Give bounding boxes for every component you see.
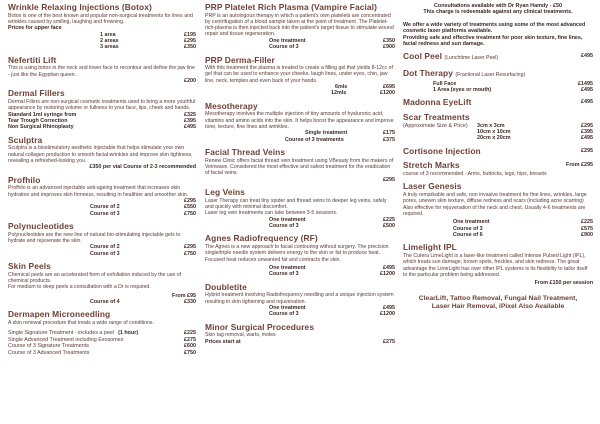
price-value: £275 — [383, 338, 395, 345]
price-label: Full Face — [433, 80, 457, 87]
lasers-intro-text: We offer a wide variety of treatments using some of the most advanced cosmetic laser platforms available. — [403, 21, 586, 35]
nefertiti-desc: This is using botox in the neck and lower face to recontour and define the jaw line - just like the Egyptian queen. — [8, 65, 195, 78]
dermapen-desc: A skin renewal procedure that treats a wide range of conditions. — [8, 320, 154, 326]
madonna-row — [403, 98, 593, 108]
dermapen-section — [8, 310, 196, 356]
dot-therapy-title-text: Dot Therapy — [403, 68, 453, 79]
agnes-title: Agnes Radiofrequency (RF) — [205, 233, 318, 244]
botox-section — [8, 3, 196, 51]
stretch-row — [403, 161, 593, 171]
polynucleotides-desc: Polynucleotides are the new line of natural bio-stimulating injectable gels to hydrate and rejuvenate the skin. — [8, 231, 181, 244]
price-value: £295 — [184, 244, 196, 251]
leg-veins-section — [205, 188, 395, 229]
price-value: £495 — [581, 87, 593, 94]
coolpeel-row — [403, 52, 593, 64]
price-value: £295 — [581, 147, 593, 154]
price-row — [8, 251, 196, 257]
price-value: £900 — [383, 44, 395, 51]
price-value: £350 — [383, 37, 395, 44]
price-value: £695 — [383, 84, 395, 91]
scar-section — [403, 113, 593, 142]
price-value: £750 — [184, 349, 196, 356]
fillers-section — [8, 89, 196, 130]
coolpeel-title-text: Cool Peel — [403, 51, 443, 62]
limelight-title: Limelight IPL — [403, 242, 457, 253]
peels-section — [8, 262, 196, 305]
price-label: 10cm x 10cm — [477, 129, 511, 136]
dot-therapy-subtitle: (Fractional Laser Resurfacing) — [455, 72, 526, 79]
price-value: £495 — [581, 135, 593, 142]
price-value: £225 — [184, 330, 196, 337]
price-value: £395 — [581, 129, 593, 136]
also-available-line-1: ClearLift, Tattoo Removal, Fungal Nail Treatment, — [418, 294, 578, 302]
leg-veins-desc-2: Laser leg vein treatments can take between 3-5 sessions. — [205, 210, 338, 217]
lasers-intro-text-2: Providing safe and effective treatment for poor skin texture, fine lines, facial redness and sun damage. — [403, 34, 583, 48]
prp-desc: PRP is an autologous therapy in which a patient's own platelets are concentrated by centrifugation of a blood sample taken at the point of treatment. The Platelet-rich-plasma is then injected back into the patient's target tissue to stimulate wound repair and tissue regeneration. — [205, 12, 394, 38]
scar-title: Scar Treatments — [403, 112, 470, 123]
veins-desc: Renew Clinic offers facial thread vein treatment using VBeauty from the makers of Veinwave. Considered the most effective and safest treatment for the eradication of facial veins. — [205, 157, 394, 177]
price-value: £495 — [581, 53, 593, 60]
scar-subtitle: (Approximate Size & Price) — [403, 122, 468, 129]
price-value: £225 — [383, 216, 395, 223]
price-label: 1 Area (eyes or mouth) — [433, 87, 492, 94]
limelight-section — [403, 243, 593, 286]
coolpeel-title — [403, 52, 498, 64]
price-label: Course of 3 Advanced Treatments — [8, 349, 90, 356]
price-label: Prices start at — [205, 338, 241, 345]
price-value: £1200 — [380, 311, 395, 318]
dot-therapy-section — [403, 69, 593, 93]
doubletite-desc: Hybrid treatment involving Radiofrequency needling and a unique injection system resulting in skin tightening and rejuvenation. — [205, 292, 394, 305]
duration-label: (1 hour) — [118, 330, 139, 337]
price-value: £295 — [184, 197, 196, 204]
column-right — [403, 3, 593, 312]
price-label: 6mls — [335, 84, 348, 91]
price-value: £550 — [184, 204, 196, 211]
doubletite-section — [205, 283, 395, 318]
price-value: £750 — [184, 210, 196, 217]
price-value: £275 — [184, 336, 196, 343]
prp-section — [205, 3, 395, 51]
price-label: One treatment — [269, 264, 306, 271]
price-label: 20cm x 20cm — [477, 135, 511, 142]
price-label: Non Surgical Rhinoplasty — [8, 124, 74, 131]
price-row — [403, 232, 593, 238]
botox-title: Wrinkle Relaxing Injections (Botox) — [8, 2, 152, 12]
price-row — [8, 211, 196, 217]
also-available-note — [403, 295, 593, 312]
price-value: £495 — [383, 304, 395, 311]
price-label: Course of 3 — [453, 225, 483, 232]
madonna-section — [403, 98, 593, 108]
nefertiti-price: £200 — [184, 78, 196, 84]
price-row — [205, 311, 395, 317]
minor-surgery-desc: Skin tag removal, warts, moles — [205, 332, 276, 339]
minor-surgery-section — [205, 323, 395, 345]
cortisone-title: Cortisone Injection — [403, 145, 481, 156]
price-label: Course of 3 treatments — [285, 136, 344, 143]
price-label: Course of 4 — [90, 299, 120, 305]
price-value: £900 — [581, 231, 593, 238]
prp-filler-title: PRP Derma-Filler — [205, 54, 275, 65]
also-available-line-2: Laser Hair Removal, iPixel Also Available — [431, 303, 565, 311]
genesis-desc: A truly remarkable and safe, non invasive treatment for fine lines, wrinkles, large pores, uneven skin texture, diffuse redness and scars (including acne scarring) — [403, 191, 587, 205]
veins-price: £295 — [383, 176, 395, 183]
lasers-intro — [403, 22, 593, 48]
coolpeel-subtitle: (Lunchtime Laser Peel) — [444, 55, 499, 62]
veins-section — [205, 148, 395, 183]
price-value: From £295 — [566, 162, 593, 169]
prp-filler-section — [205, 56, 395, 97]
price-value: £325 — [184, 111, 196, 118]
botox-prices-label: Prices for upper face — [8, 25, 62, 32]
nefertiti-section — [8, 56, 196, 85]
polynucleotides-section — [8, 222, 196, 257]
profhilo-section — [8, 176, 196, 217]
price-row — [403, 135, 593, 141]
price-label: Course of 6 — [453, 231, 483, 238]
price-row — [8, 299, 196, 305]
price-value: £195 — [184, 31, 196, 38]
polynucleotides-title: Polynucleotides — [8, 221, 74, 232]
limelight-desc: The Cutera LimeLight is a laser-like treatment called Intense Pulsed Light (IPL), which treats sun damage, brown spots, freckles, and skin redness. The great advantage the LimeLight has over other IPL systems is its flexibility to tailor itself to the particular problem being addressed. — [403, 252, 588, 278]
dermapen-title: Dermapen Microneedling — [8, 309, 111, 320]
price-value: £350 — [184, 44, 196, 51]
price-label: Course of 3 — [269, 271, 299, 278]
price-row — [205, 223, 395, 229]
profhilo-desc: Profhilo is an advanced injectable anti-ageing treatment that increases skin hydration and improves skin firmness, resulting in healthier and smoother skin. — [8, 185, 189, 198]
price-value: £495 — [383, 264, 395, 271]
peels-desc: Chemical peels are an accelerated form of exfoliation induced by the use of chemical products. — [8, 271, 182, 284]
botox-desc: Botox is one of the best known and popular non-surgical treatments for lines and wrinkles caused by smiling, laughing and frowning. — [8, 12, 193, 25]
price-label: Single treatment — [305, 130, 348, 137]
price-label: 3 areas — [100, 44, 119, 51]
price-label: Course of 2 — [90, 204, 120, 211]
meso-desc: Mesotherapy involves the multiple injection of tiny amounts of hyaluronic acid, vitamins and amino acids into the skin. It helps boost the appearance and improve tone, texture, fine lines and wrinkles. — [205, 111, 394, 131]
price-row — [8, 44, 196, 50]
prp-filler-desc: With this treatment the plasma is treated to create a filling gel that yields 8-12cc of gel that can be used to enhance your cheeks, laugh lines, under eyes, chin, jaw line, neck, temples and even back of your hands. — [205, 65, 393, 84]
genesis-section — [403, 182, 593, 238]
sculptra-section — [8, 136, 196, 171]
price-label: Tear Trough Correction — [8, 118, 68, 124]
column-left — [8, 3, 196, 361]
price-row — [205, 271, 395, 277]
sculptra-title: Sculptra — [8, 134, 43, 145]
fillers-desc: Dermal Fillers are non-surgical cosmetic treatments used to bring a more youthful appearance by restoring volume or fullness to your face, lips, cheek and hands. — [8, 99, 196, 112]
price-value: £1200 — [380, 90, 395, 97]
price-value: £750 — [184, 250, 196, 257]
cortisone-section — [403, 147, 593, 157]
meso-title: Mesotherapy — [205, 100, 258, 111]
price-row — [205, 90, 395, 96]
stretch-desc: course of 3 recommended - Arms, buttocks, legs, hips, breasts — [403, 171, 547, 178]
price-value: £295 — [581, 122, 593, 129]
peels-title: Skin Peels — [8, 261, 51, 272]
agnes-desc: The Agnes is a new approach to facial contouring without surgery. The precision single/triple needle system delivers energy to the skin or fat to produce heat. Focused heat reduces unwanted fat and contracts the skin. — [205, 243, 389, 263]
price-label: Standard 1ml syringe from — [8, 111, 77, 118]
price-label: Course of 3 — [269, 222, 299, 229]
sculptra-desc: Sculptra is a biostimulatory aesthetic injectable that helps stimulate your own natural collagen production to smooth facial wrinkles and improve skin tightness, revealing a refreshed-looking you. — [8, 145, 193, 164]
genesis-desc-2: Also effective for rejuvenation of the neck and chest. Usually 4-6 treatments are required. — [403, 204, 586, 217]
price-label: 2 areas — [100, 38, 119, 44]
column-middle — [205, 3, 395, 350]
consultation-block — [403, 3, 593, 16]
sculptra-price: £350 per vial Course of 2-3 recommended — [89, 164, 196, 171]
price-value: £225 — [581, 219, 593, 226]
price-value: £1200 — [380, 271, 395, 278]
price-label: Course of 3 — [90, 210, 120, 217]
price-label: Single Signature Treatment - includes a peel — [8, 330, 115, 337]
price-label: Course of 2 — [90, 244, 120, 251]
price-label: One treatment — [269, 304, 306, 311]
agnes-section — [205, 234, 395, 277]
profhilo-title: Profhilo — [8, 174, 41, 185]
price-label: Course of 3 — [269, 44, 299, 51]
consultation-line: Consultations available with Dr Ryan Hamdy - £50 — [434, 3, 562, 9]
limelight-price: From £150 per session — [534, 280, 593, 287]
price-value: £375 — [383, 136, 395, 143]
price-row — [205, 137, 395, 143]
price-value: £575 — [581, 225, 593, 232]
coolpeel-section — [403, 52, 593, 64]
price-label: Course of 3 — [269, 311, 299, 318]
nefertiti-title: Nefertiti Lift — [8, 54, 57, 65]
price-value: £295 — [184, 38, 196, 44]
madonna-title: Madonna EyeLift — [403, 97, 472, 108]
price-value: £600 — [184, 343, 196, 350]
consultation-note: This charge is redeemable against any clinical treatments. — [423, 9, 573, 16]
peels-desc-2: For medium to deep peels a consultation with a Dr is required. — [8, 284, 151, 291]
leg-veins-desc: Laser Therapy can treat tiny spider and thread veins to deeper leg veins, safely and quickly with minimal discomfort. — [205, 197, 387, 210]
price-value: £330 — [184, 299, 196, 305]
price-label: 1 area — [100, 31, 116, 38]
price-label: 12mls — [331, 90, 347, 97]
price-label: Course of 3 Signature Treatments — [8, 343, 89, 350]
price-label: Course of 3 — [90, 250, 120, 257]
price-value: £500 — [383, 222, 395, 229]
minor-surgery-title: Minor Surgical Procedures — [205, 321, 315, 332]
price-value: £1495 — [578, 80, 593, 87]
price-row — [403, 87, 593, 93]
veins-title: Facial Thread Veins — [205, 147, 286, 158]
price-label: One treatment — [453, 219, 490, 226]
price-row — [205, 339, 395, 345]
price-label: One treatment — [269, 37, 306, 44]
price-row — [205, 44, 395, 50]
price-label: Single Advanced Treatment including Exosomes — [8, 336, 124, 343]
price-value: £495 — [581, 99, 593, 106]
leg-veins-title: Leg Veins — [205, 187, 245, 198]
price-value: £495 — [184, 124, 196, 131]
price-value: £395 — [184, 118, 196, 124]
dot-therapy-title — [403, 69, 593, 81]
fillers-title: Dermal Fillers — [8, 88, 65, 99]
price-label: 3cm x 3cm — [477, 122, 505, 129]
stretch-section — [403, 161, 593, 177]
price-row — [8, 350, 196, 356]
price-row — [8, 124, 196, 130]
price-label: One treatment — [269, 216, 306, 223]
doubletite-title: Doubletite — [205, 281, 247, 292]
stretch-title: Stretch Marks — [403, 160, 460, 171]
prp-title: PRP Platelet Rich Plasma (Vampire Facial) — [205, 2, 377, 12]
meso-section — [205, 102, 395, 143]
genesis-title: Laser Genesis — [403, 181, 462, 192]
cortisone-row — [403, 147, 593, 157]
peels-from-price: From £95 — [172, 292, 196, 299]
price-value: £175 — [383, 130, 395, 137]
